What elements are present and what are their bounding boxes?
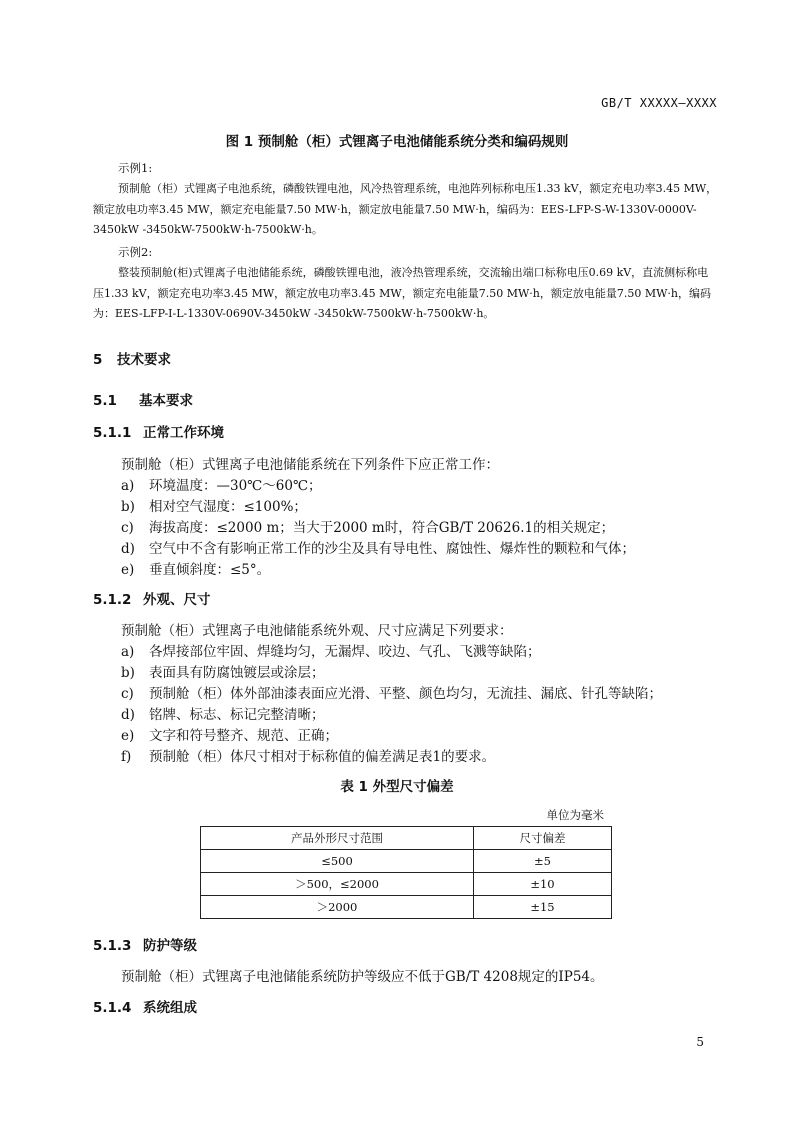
section-5-heading [93,348,171,368]
s5-1-2-intro: 预制舱（柜）式锂离子电池储能系统外观、尺寸应满足下列要求： [121,623,513,639]
page-number: 5 [696,1035,704,1049]
table-cell: ＞2000 [201,896,474,919]
list-item: d) 铭牌、标志、标记完整清晰； [121,707,325,723]
column-header: 产品外形尺寸范围 [201,827,474,850]
example-1-title: 示例1: [118,161,153,175]
section-5-1-2-heading [93,588,211,608]
table-unit-note: 单位为毫米 [546,808,604,822]
table-cell: ＞500，≤2000 [201,873,474,896]
s5-1-3-text: 预制舱（柜）式锂离子电池储能系统防护等级应不低于GB/T 4208规定的IP54。 [121,969,604,985]
list-item: a) 环境温度：—30℃～60℃； [121,478,322,494]
section-number: 5.1.1 [93,425,132,441]
table-cell: ±15 [474,896,612,919]
section-5-1-1-heading [93,421,224,441]
section-5-1-4-heading [93,996,197,1016]
figure-caption: 图 1 预制舱（柜）式锂离子电池储能系统分类和编码规则 [225,134,569,150]
list-item: b) 相对空气湿度：≤100%； [121,499,307,515]
dimension-deviation-table [200,826,612,919]
table-header-row [201,827,612,850]
standard-code: GB/T XXXXX—XXXX [601,96,717,110]
table-row [201,850,612,873]
section-title: 系统组成 [143,1000,197,1016]
list-item: c) 海拔高度：≤2000 m；当大于2000 m时，符合GB/T 20626.1的相关规定； [121,520,615,536]
section-title: 防护等级 [143,938,197,954]
section-5-1-heading [93,389,193,409]
section-number: 5 [93,352,103,368]
column-header: 尺寸偏差 [474,827,612,850]
list-item: b) 表面具有防腐蚀镀层或涂层； [121,665,325,681]
example-1-body: 预制舱（柜）式锂离子电池系统，磷酸铁锂电池，风冷热管理系统，电池阵列标称电压1.33 kV，额定充电功率3.45 MW，额定放电功率3.45 MW，额定充电能量7.50 MW·h，额定放电能量7.50 MW·h，编码为：EES-LFP-S-W-1330V-0000V-3450kW -3450kW-7500kW·h-7500kW·h。 [93,182,718,236]
section-number: 5.1 [93,393,117,409]
section-number: 5.1.2 [93,592,132,608]
table-caption: 表 1 外型尺寸偏差 [340,779,454,795]
list-item: f) 预制舱（柜）体尺寸相对于标称值的偏差满足表1的要求。 [121,749,496,765]
list-item: e) 垂直倾斜度：≤5°。 [121,562,271,578]
table-row [201,896,612,919]
section-number: 5.1.3 [93,938,132,954]
section-title: 正常工作环境 [143,425,224,441]
list-item: a) 各焊接部位牢固、焊缝均匀，无漏焊、咬边、气孔、飞溅等缺陷； [121,644,541,660]
s5-1-1-intro: 预制舱（柜）式锂离子电池储能系统在下列条件下应正常工作： [121,457,499,473]
list-item: d) 空气中不含有影响正常工作的沙尘及具有导电性、腐蚀性、爆炸性的颗粒和气体； [121,541,635,557]
table-cell: ≤500 [201,850,474,873]
table-cell: ±5 [474,850,612,873]
section-title: 基本要求 [139,393,193,409]
example-2-body: 整装预制舱(柜)式锂离子电池储能系统，磷酸铁锂电池，液冷热管理系统，交流输出端口标称电压0.69 kV，直流侧标称电压1.33 kV，额定充电功率3.45 MW，额定放电功率3.45 MW，额定充电能量7.50 MW·h，额定放电能量7.50 MW·h，编码为：EES-LFP-I-L-1330V-0690V-3450kW -3450kW-7500kW·h-7500kW·h。 [93,266,711,320]
section-title: 外观、尺寸 [143,592,211,608]
section-number: 5.1.4 [93,1000,132,1016]
table-cell: ±10 [474,873,612,896]
table-row [201,873,612,896]
list-item: e) 文字和符号整齐、规范、正确； [121,728,338,744]
list-item: c) 预制舱（柜）体外部油漆表面应光滑、平整、颜色均匀，无流挂、漏底、针孔等缺陷； [121,686,662,702]
section-title: 技术要求 [117,352,171,368]
example-2-title: 示例2: [118,245,153,259]
section-5-1-3-heading [93,934,197,954]
